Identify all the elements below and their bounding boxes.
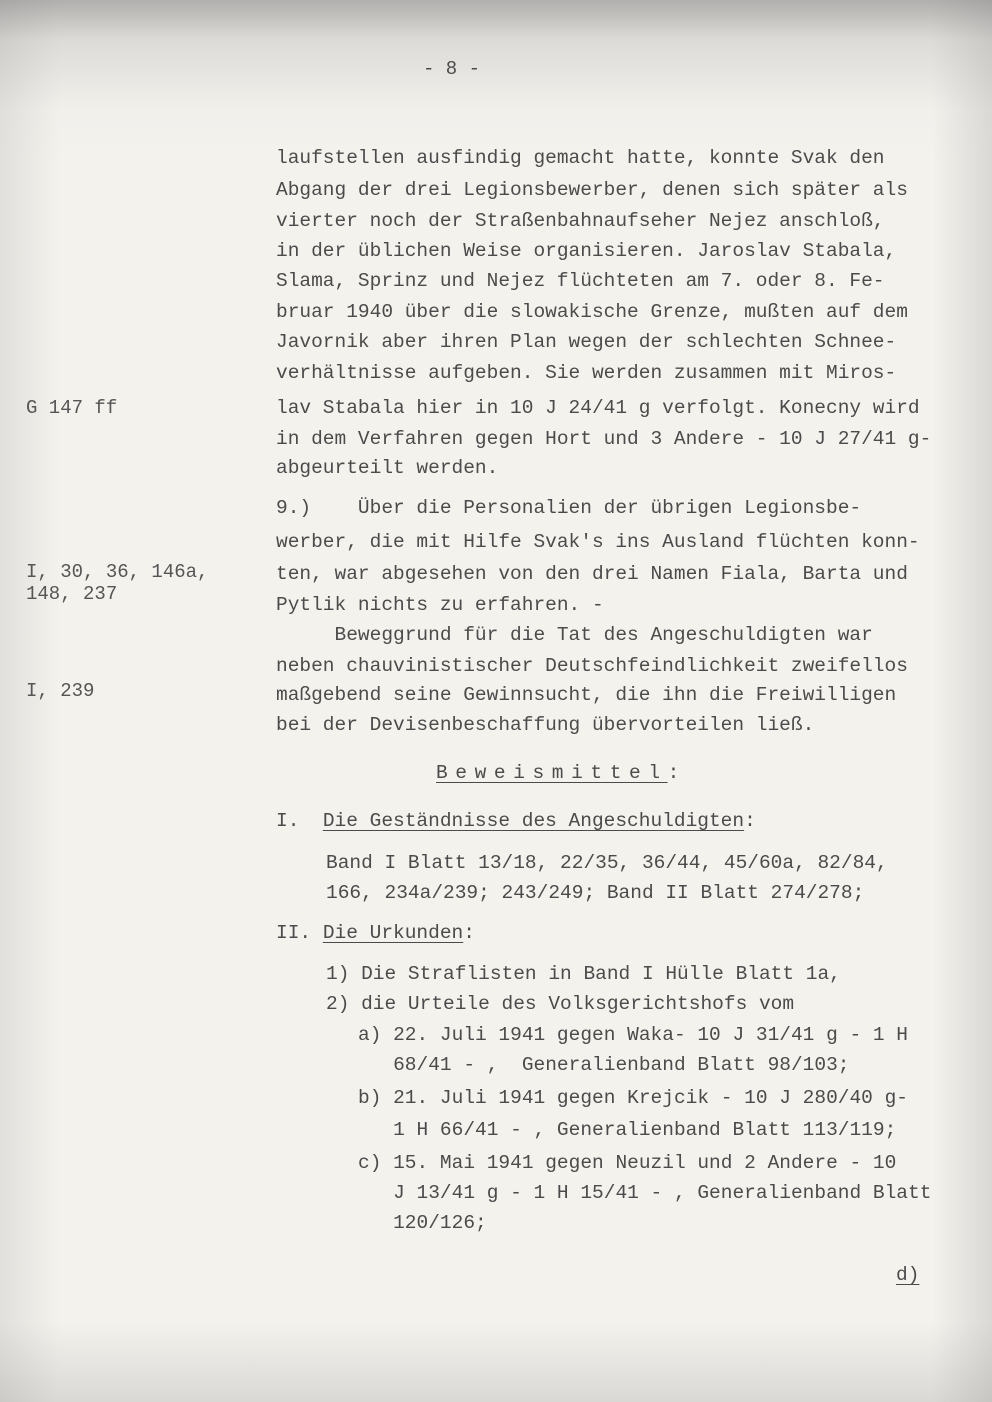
text-line: neben chauvinistischer Deutschfeindlichkeit zweifellos bbox=[276, 655, 908, 677]
text-line: Pytlik nichts zu erfahren. - bbox=[276, 594, 604, 616]
text-line: 1) Die Straflisten in Band I Hülle Blatt 1a, bbox=[326, 963, 841, 985]
page-number: - 8 - bbox=[423, 58, 481, 80]
margin-note: I, 239 bbox=[26, 680, 95, 702]
text-line: bruar 1940 über die slowakische Grenze, mußten auf dem bbox=[276, 301, 908, 323]
text-line: Slama, Sprinz und Nejez flüchteten am 7. oder 8. Fe- bbox=[276, 270, 885, 292]
evidence-ii-heading bbox=[276, 922, 956, 944]
heading-text: Beweismittel bbox=[436, 762, 668, 784]
sub-item-line: 1 H 66/41 - , Generalienband Blatt 113/119; bbox=[358, 1119, 897, 1141]
list-number: II. bbox=[276, 922, 312, 944]
text-line: laufstellen ausfindig gemacht hatte, konnte Svak den bbox=[276, 147, 885, 169]
text-line: 166, 234a/239; 243/249; Band II Blatt 274/278; bbox=[326, 882, 865, 904]
text-line: Band I Blatt 13/18, 22/35, 36/44, 45/60a, 82/84, bbox=[326, 852, 888, 874]
continuation-marker: d) bbox=[896, 1264, 920, 1286]
margin-note: I, 30, 36, 146a, 148, 237 bbox=[26, 561, 209, 605]
heading-colon: : bbox=[667, 762, 680, 784]
evidence-i-title: Die Geständnisse des Angeschuldigten bbox=[322, 810, 745, 832]
text-line: abgeurteilt werden. bbox=[276, 457, 499, 479]
text-line: lav Stabala hier in 10 J 24/41 g verfolgt. Konecny wird bbox=[276, 397, 920, 419]
text-line: 9.) Über die Personalien der übrigen Legionsbe- bbox=[276, 497, 862, 519]
section-heading bbox=[436, 762, 992, 784]
sub-item-line: 68/41 - , Generalienband Blatt 98/103; bbox=[358, 1054, 850, 1076]
evidence-i-colon: : bbox=[744, 810, 756, 832]
sub-item-line: b) 21. Juli 1941 gegen Krejcik - 10 J 280/40 g- bbox=[358, 1087, 908, 1109]
sub-item-line: c) 15. Mai 1941 gegen Neuzil und 2 Andere - 10 bbox=[358, 1152, 897, 1174]
text-line: ten, war abgesehen von den drei Namen Fiala, Barta und bbox=[276, 563, 908, 585]
text-line: maßgebend seine Gewinnsucht, die ihn die Freiwilligen bbox=[276, 684, 897, 706]
text-line: 2) die Urteile des Volksgerichtshofs vom bbox=[326, 993, 795, 1015]
evidence-ii-title: Die Urkunden bbox=[322, 922, 464, 944]
text-line: in dem Verfahren gegen Hort und 3 Andere - 10 J 27/41 g- bbox=[276, 428, 932, 450]
list-number: I. bbox=[276, 810, 300, 832]
text-line: werber, die mit Hilfe Svak's ins Ausland flüchten konn- bbox=[276, 531, 920, 553]
text-line: verhältnisse aufgeben. Sie werden zusammen mit Miros- bbox=[276, 362, 897, 384]
sub-item-line: 120/126; bbox=[358, 1212, 487, 1234]
text-line: bei der Devisenbeschaffung übervorteilen ließ. bbox=[276, 714, 815, 736]
text-line: vierter noch der Straßenbahnaufseher Nejez anschloß, bbox=[276, 210, 885, 232]
sub-item-line: J 13/41 g - 1 H 15/41 - , Generalienband Blatt bbox=[358, 1182, 932, 1204]
evidence-ii-colon: : bbox=[463, 922, 475, 944]
margin-note: G 147 ff bbox=[26, 397, 118, 419]
text-line: Javornik aber ihren Plan wegen der schlechten Schnee- bbox=[276, 331, 897, 353]
text-line: Abgang der drei Legionsbewerber, denen sich später als bbox=[276, 179, 908, 201]
sub-item-line: a) 22. Juli 1941 gegen Waka- 10 J 31/41 g - 1 H bbox=[358, 1024, 908, 1046]
text-line: in der üblichen Weise organisieren. Jaroslav Stabala, bbox=[276, 240, 897, 262]
text-line: Beweggrund für die Tat des Angeschuldigten war bbox=[276, 624, 873, 646]
evidence-i-heading bbox=[276, 810, 956, 832]
